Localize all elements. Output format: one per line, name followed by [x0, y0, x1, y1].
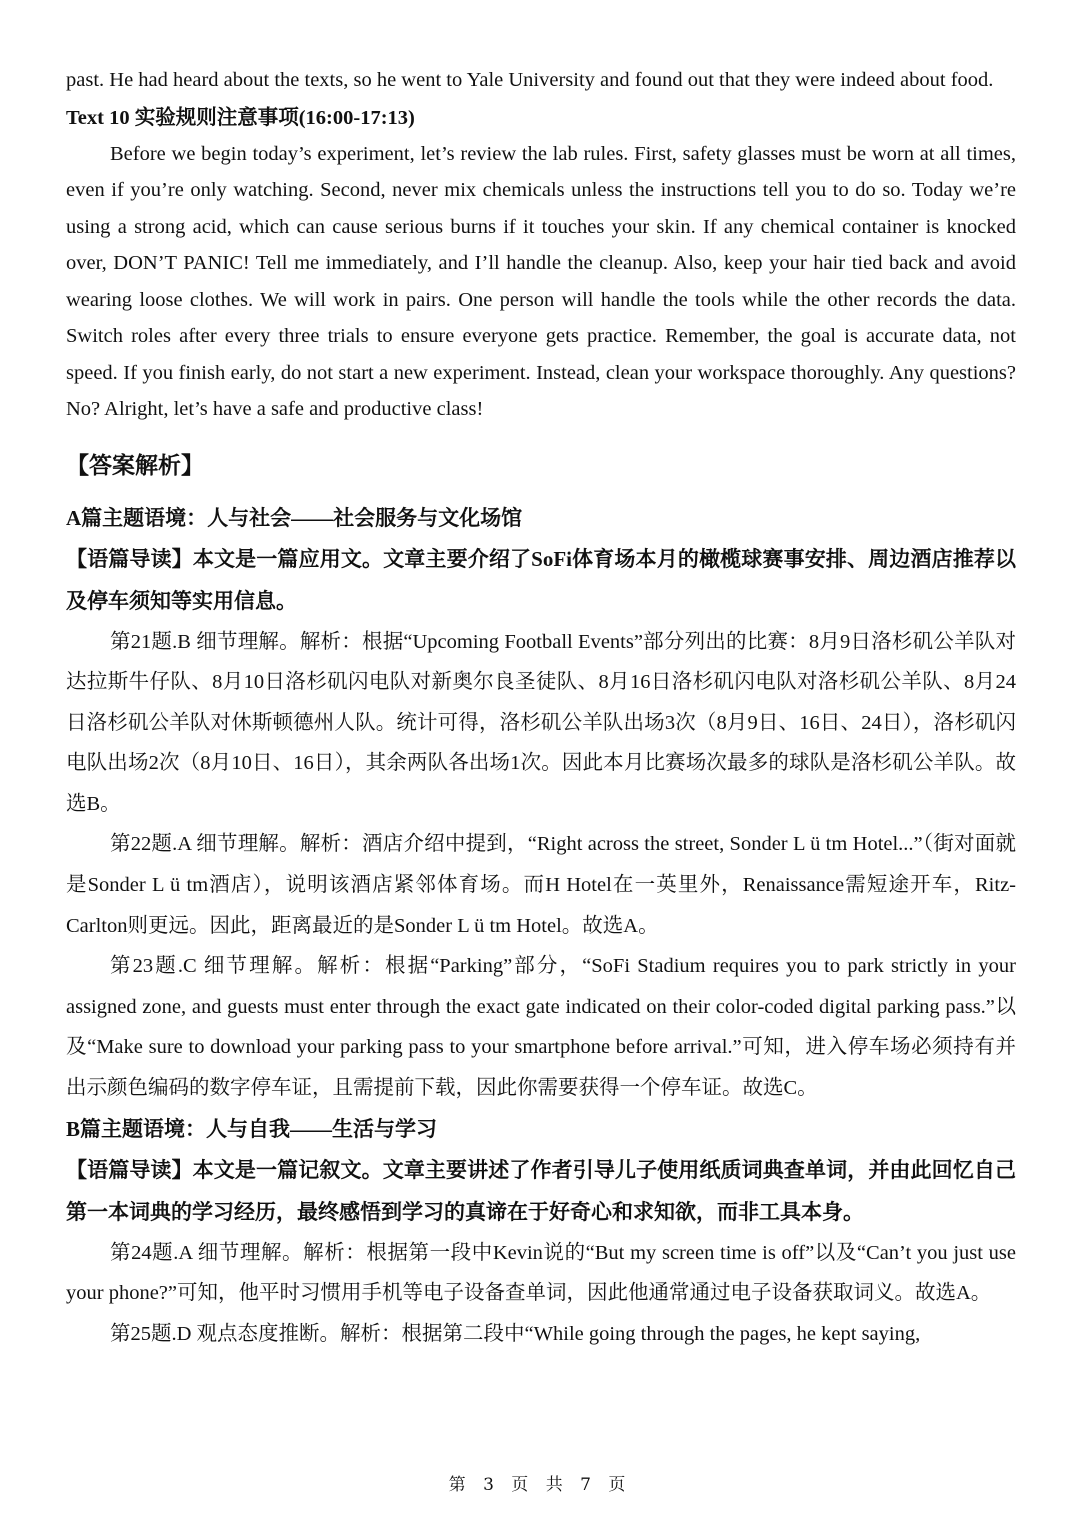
q23-analysis: 第23题.C 细节理解。解析：根据“Parking”部分，“SoFi Stadium requires you to park strictly in your assigned zone, and guests must enter through the exact gate indicated on their color-coded digital parking pass.”以及“Make sure to download your parking pass to your smartphone before arrival.”可知，进入停车场必须持有并出示颜色编码的数字停车证，且需提前下载，因此你需要获得一个停车证。故选C。: [66, 955, 1016, 1100]
q25-analysis: 第25题.D 观点态度推断。解析：根据第二段中“While going through the pages, he kept saying,: [110, 1322, 921, 1345]
section-a-topic: A篇主题语境：人与社会——社会服务与文化场馆: [66, 505, 523, 530]
section-b-guide: 【语篇导读】本文是一篇记叙文。文章主要讲述了作者引导儿子使用纸质词典查单词，并由此回忆自己第一本词典的学习经历，最终感悟到学习的真谛在于好奇心和求知欲，而非工具本身。: [66, 1157, 1016, 1224]
answer-heading: 【答案解析】: [66, 452, 204, 478]
intro-tail-paragraph: past. He had heard about the texts, so he went to Yale University and found out that they were indeed about food.: [66, 69, 994, 91]
q21-analysis: 第21题.B 细节理解。解析：根据“Upcoming Football Events”部分列出的比赛：8月9日洛杉矶公羊队对达拉斯牛仔队、8月10日洛杉矶闪电队对新奥尔良圣徒队、8月16日洛杉矶闪电队对洛杉矶公羊队、8月24日洛杉矶公羊队对休斯顿德州人队。统计可得，洛杉矶公羊队出场3次（8月9日、16日、24日），洛杉矶闪电队出场2次（8月10日、16日），其余两队各出场1次。因此本月比赛场次最多的球队是洛杉矶公羊队。故选B。: [66, 630, 1016, 815]
text10-body: Before we begin today’s experiment, let’s review the lab rules. First, safety glasses must be worn at all times, even if you’re only watching. Second, never mix chemicals unless the instructions tell you to do so. Today we’re using a strong acid, which can cause serious burns if it touches your skin. If any chemical container is knocked over, DON’T PANIC! Tell me immediately, and I’ll handle the cleanup. Also, keep your hair tied back and avoid wearing loose clothes. We will work in pairs. One person will handle the tools while the other records the data. Switch roles after every three trials to ensure everyone gets practice. Remember, the goal is accurate data, not speed. If you finish early, do not start a new experiment. Instead, clean your workspace thoroughly. Any questions? No? Alright, let’s have a safe and productive class!: [66, 142, 1016, 420]
q22-analysis: 第22题.A 细节理解。解析：酒店介绍中提到，“Right across the street, Sonder L ü tm Hotel...”（街对面就是Sonder L ü tm酒店），说明该酒店紧邻体育场。而H Hotel在一英里外，Renaissance需短途开车，Ritz-Carlton则更远。因此，距离最近的是Sonder L ü tm Hotel。故选A。: [66, 833, 1016, 937]
section-a-guide: 【语篇导读】本文是一篇应用文。文章主要介绍了SoFi体育场本月的橄榄球赛事安排、周边酒店推荐以及停车须知等实用信息。: [66, 546, 1016, 613]
document-page: [66, 62, 1016, 1354]
q24-analysis: 第24题.A 细节理解。解析：根据第一段中Kevin说的“But my screen time is off”以及“Can’t you just use your phone?”可知，他平时习惯用手机等电子设备查单词，因此他通常通过电子设备获取词义。故选A。: [66, 1241, 1016, 1305]
page-footer: 第 3 页 共 7 页: [448, 1475, 632, 1495]
text10-heading: Text 10 实验规则注意事项(16:00-17:13): [66, 106, 415, 129]
section-b-topic: B篇主题语境：人与自我——生活与学习: [66, 1116, 438, 1141]
